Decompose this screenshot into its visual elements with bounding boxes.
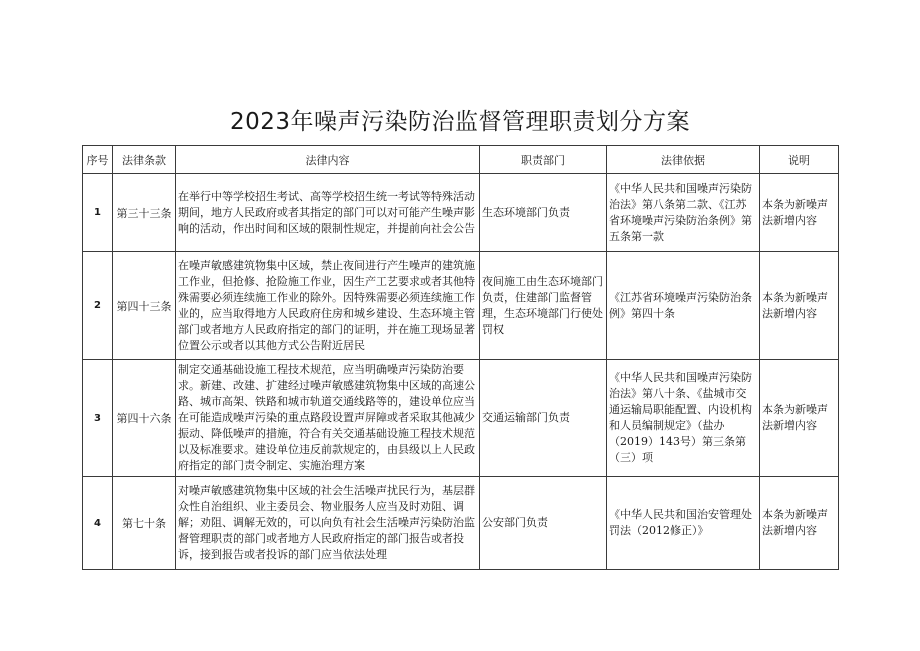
table-row bbox=[83, 174, 839, 252]
table-row bbox=[83, 252, 839, 360]
header-article: 法律条款 bbox=[113, 146, 176, 174]
row-seq: 3 bbox=[83, 360, 113, 477]
row-content: 在噪声敏感建筑物集中区域，禁止夜间进行产生噪声的建筑施工作业，但抢修、抢险施工作业，因生产工艺要求或者其他特殊需要必须连续施工作业的除外。因特殊需要必须连续施工作业的，应当取得地方人民政府住房和城乡建设、生态环境主管部门或者地方人民政府指定的部门的证明，并在施工现场显著位置公示或者以其他方式公告附近居民 bbox=[176, 252, 480, 360]
header-content: 法律内容 bbox=[176, 146, 480, 174]
row-seq: 1 bbox=[83, 174, 113, 252]
row-article: 第四十六条 bbox=[113, 360, 176, 477]
row-seq: 4 bbox=[83, 477, 113, 570]
row-basis: 《中华人民共和国噪声污染防治法》第八条第二款、《江苏省环境噪声污染防治条例》第五条第一款 bbox=[607, 174, 760, 252]
responsibility-table bbox=[82, 145, 839, 570]
header-seq: 序号 bbox=[83, 146, 113, 174]
row-note: 本条为新噪声法新增内容 bbox=[760, 252, 839, 360]
row-basis: 《江苏省环境噪声污染防治条例》第四十条 bbox=[607, 252, 760, 360]
header-note: 说明 bbox=[760, 146, 839, 174]
row-content: 制定交通基础设施工程技术规范，应当明确噪声污染防治要求。新建、改建、扩建经过噪声敏感建筑物集中区域的高速公路、城市高架、铁路和城市轨道交通线路等的，建设单位应当在可能造成噪声污染的重点路段设置声屏障或者采取其他减少振动、降低噪声的措施，符合有关交通基础设施工程技术规范以及标准要求。建设单位违反前款规定的，由县级以上人民政府指定的部门责令制定、实施治理方案 bbox=[176, 360, 480, 477]
row-dept: 生态环境部门负责 bbox=[480, 174, 607, 252]
page-title: 2023年噪声污染防治监督管理职责划分方案 bbox=[229, 109, 691, 135]
row-content: 对噪声敏感建筑物集中区域的社会生活噪声扰民行为，基层群众性自治组织、业主委员会、物业服务人应当及时劝阻、调解；劝阻、调解无效的，可以向负有社会生活噪声污染防治监督管理职责的部门或者地方人民政府指定的部门报告或者投诉，接到报告或者投诉的部门应当依法处理 bbox=[176, 477, 480, 570]
header-dept: 职责部门 bbox=[480, 146, 607, 174]
header-basis: 法律依据 bbox=[607, 146, 760, 174]
row-dept: 交通运输部门负责 bbox=[480, 360, 607, 477]
row-dept: 公安部门负责 bbox=[480, 477, 607, 570]
row-article: 第三十三条 bbox=[113, 174, 176, 252]
row-note: 本条为新噪声法新增内容 bbox=[760, 360, 839, 477]
row-dept: 夜间施工由生态环境部门负责，住建部门监督管理，生态环境部门行使处罚权 bbox=[480, 252, 607, 360]
table-row bbox=[83, 360, 839, 477]
table-row bbox=[83, 477, 839, 570]
row-seq: 2 bbox=[83, 252, 113, 360]
table-header-row bbox=[83, 146, 839, 174]
row-note: 本条为新噪声法新增内容 bbox=[760, 174, 839, 252]
row-basis: 《中华人民共和国治安管理处罚法（2012修正）》 bbox=[607, 477, 760, 570]
row-note: 本条为新噪声法新增内容 bbox=[760, 477, 839, 570]
row-article: 第四十三条 bbox=[113, 252, 176, 360]
row-content: 在举行中等学校招生考试、高等学校招生统一考试等特殊活动期间，地方人民政府或者其指定的部门可以对可能产生噪声影响的活动，作出时间和区域的限制性规定，并提前向社会公告 bbox=[176, 174, 480, 252]
row-basis: 《中华人民共和国噪声污染防治法》第八十条、《盐城市交通运输局职能配置、内设机构和人员编制规定》（盐办（2019）143号）第三条第（三）项 bbox=[607, 360, 760, 477]
row-article: 第七十条 bbox=[113, 477, 176, 570]
